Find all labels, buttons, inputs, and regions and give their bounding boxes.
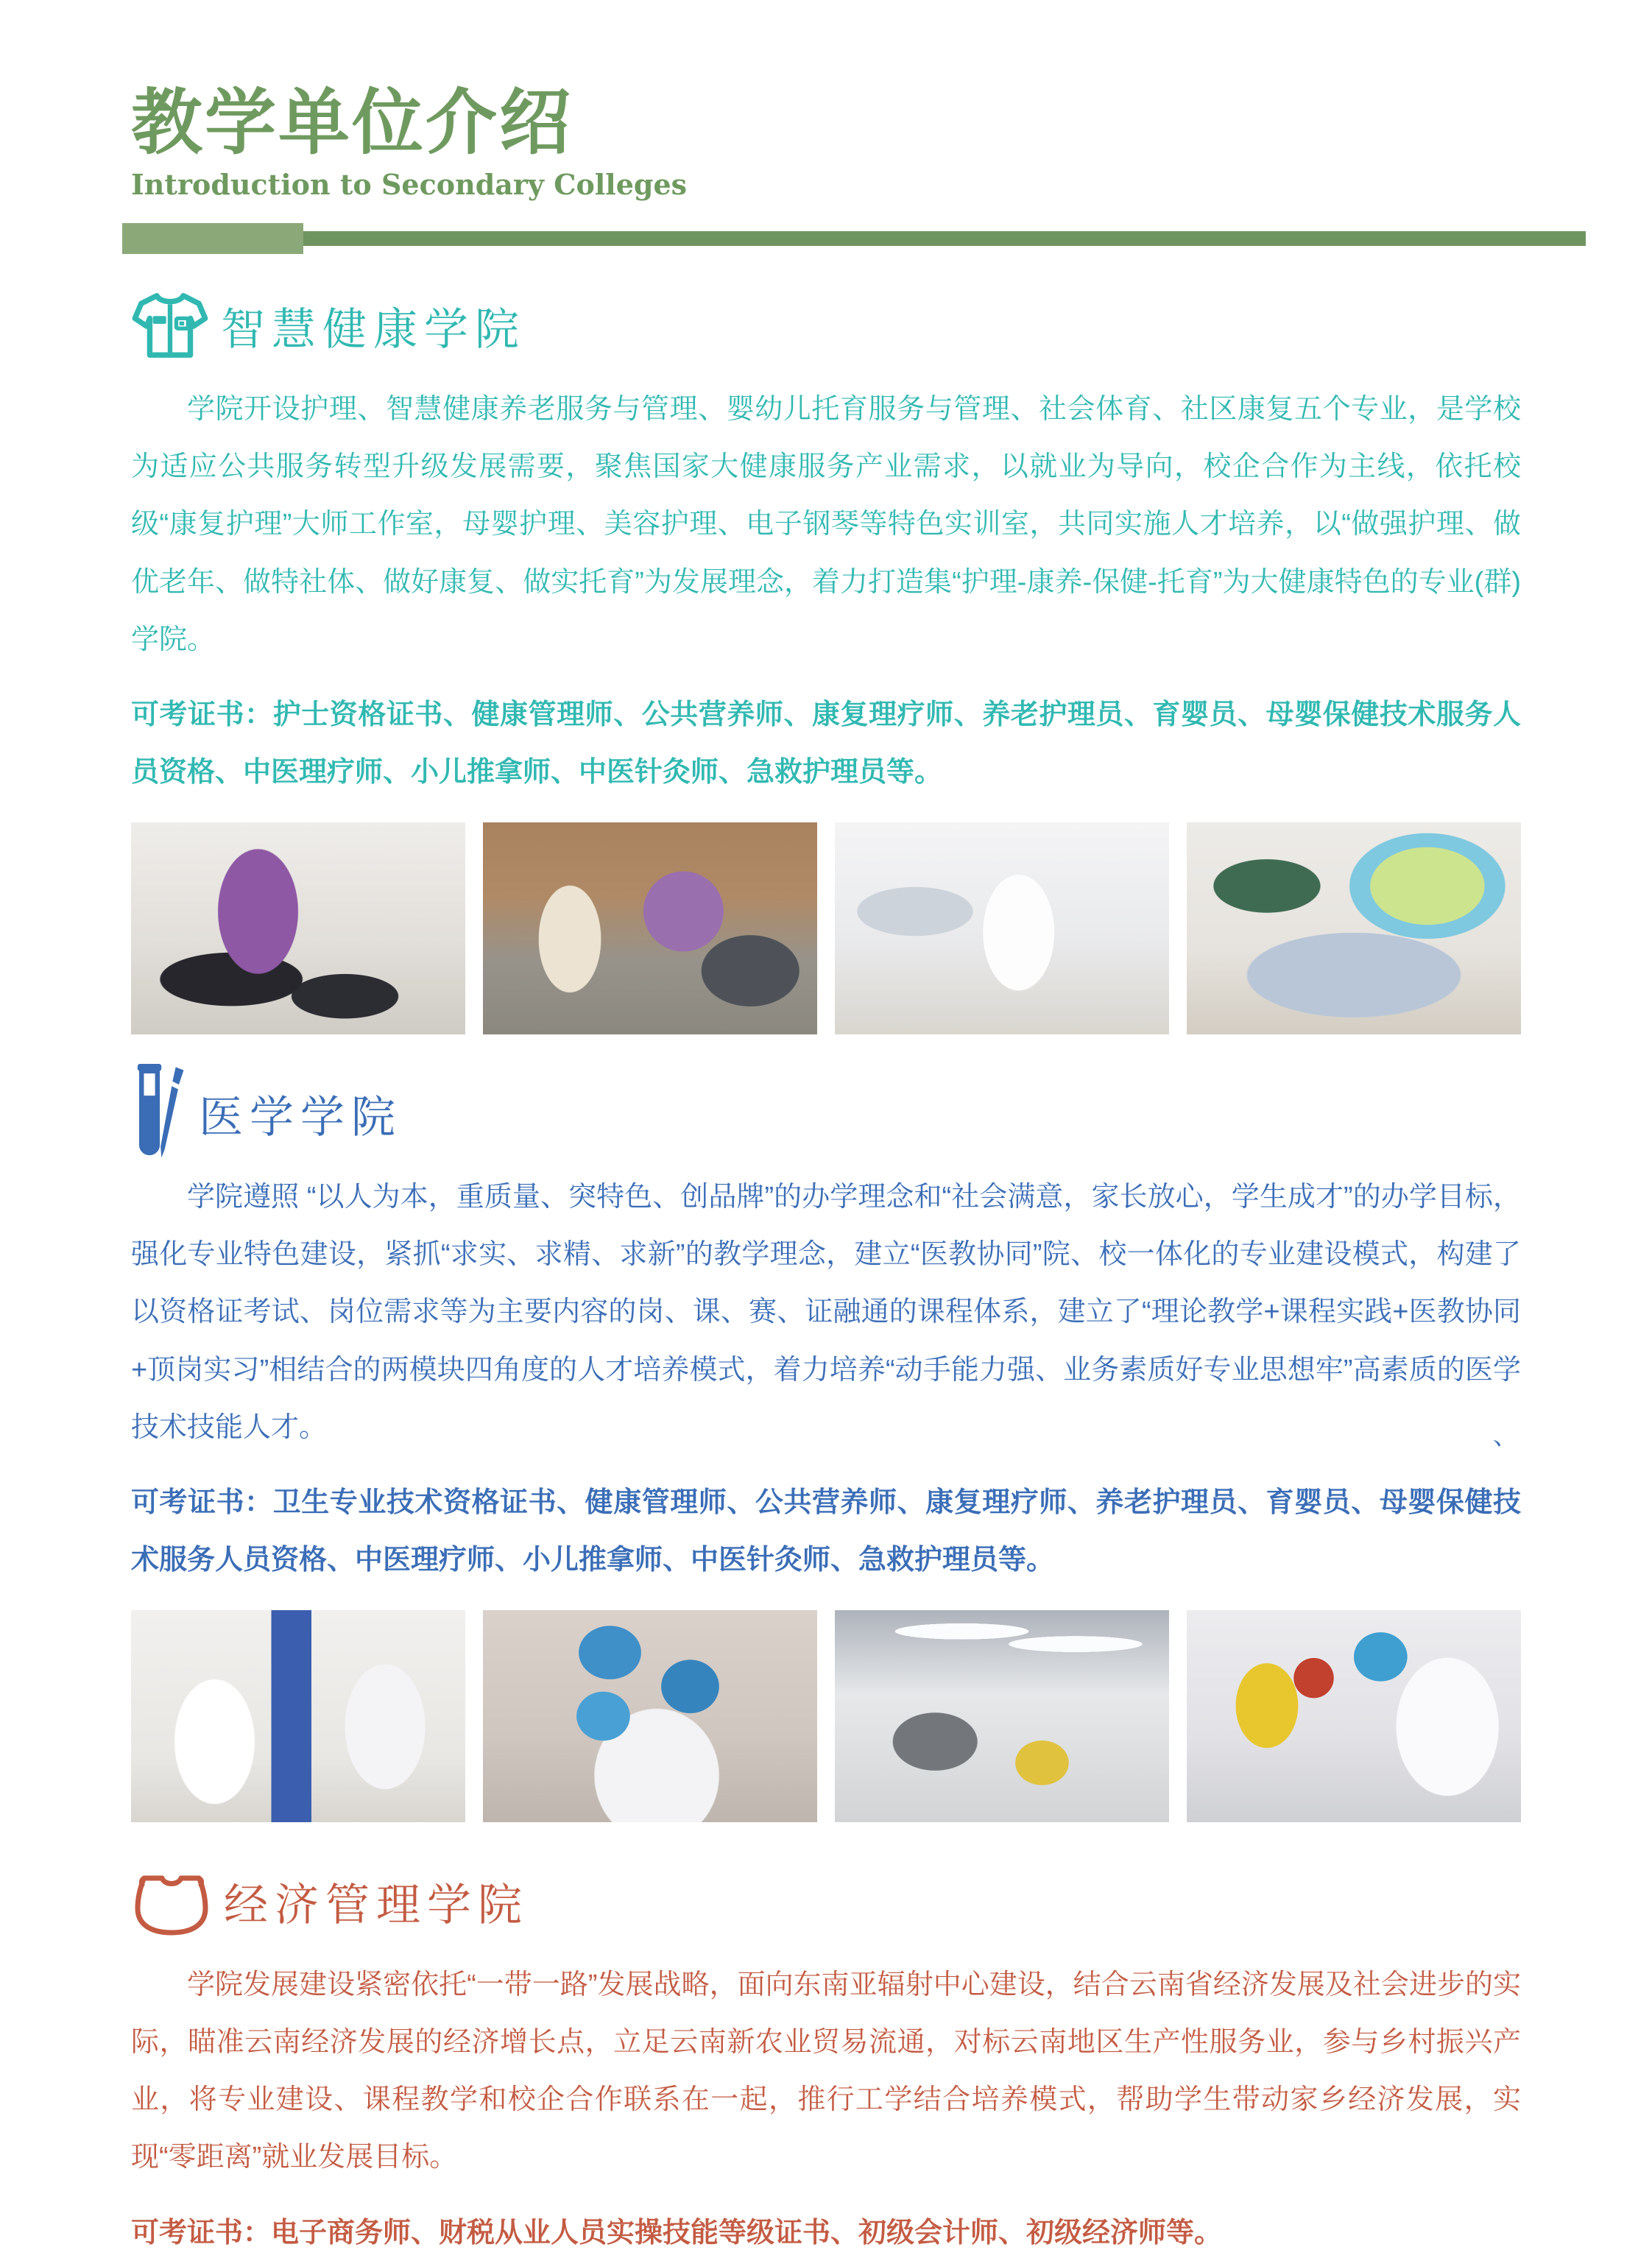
photo-row [131, 1610, 1521, 1822]
section-title: 经济管理学院 [224, 1880, 529, 1930]
page-subtitle: Introduction to Secondary Colleges [131, 167, 688, 201]
section-certificates: 可考证书：卫生专业技术资格证书、健康管理师、公共营养师、康复理疗师、养老护理员、育婴员、母婴保健技术服务人员资格、中医理疗师、小儿推拿师、中医针灸师、急救护理员等。 [131, 1487, 1521, 1576]
photo-group-exercise-classroom [1187, 822, 1521, 1034]
section-paragraph: 学院开设护理、智慧健康养老服务与管理、婴幼儿托育服务与管理、社会体育、社区康复五个专业，是学校为适应公共服务转型升级发展需要，聚焦国家大健康服务产业需求，以就业为导向，校企合作为主线，依托校级“康复护理”大师工作室，母婴护理、美容护理、电子钢琴等特色实训室，共同实施人才培养，以“做强护理、做优老年、做特社体、做好康复、做实托育”为发展理念，着力打造集“护理-康养-保健-托育”为大健康特色的专业(群)学院。 [131, 393, 1521, 655]
section-header [131, 1860, 1521, 1943]
section-title: 智慧健康学院 [221, 304, 526, 354]
photo-community-eldercare-outreach [483, 822, 817, 1034]
photo-nursing-ward-practice [835, 822, 1169, 1034]
test-tube-icon [131, 1064, 187, 1164]
photo-students-surgical-caps-laptop [483, 1610, 817, 1822]
section-economics-management-college [131, 1860, 1521, 2261]
photo-medical-laboratory-room [835, 1610, 1169, 1822]
page-title: 教学单位介绍 [131, 80, 573, 164]
section-title: 医学学院 [199, 1092, 402, 1142]
header-divider [131, 223, 1586, 254]
photo-lab-bench-specimen-practice [1187, 1610, 1521, 1822]
section-smart-health-college [131, 285, 1521, 1034]
section-header [131, 285, 1521, 367]
section-medical-college [131, 1073, 1521, 1822]
section-paragraph: 学院发展建设紧密依托“一带一路”发展战略，面向东南亚辐射中心建设，结合云南省经济发展及社会进步的实际，瞄准云南经济发展的经济增长点，立足云南新农业贸易流通，对标云南地区生产性服务业，参与乡村振兴产业，将专业建设、课程教学和校企合作联系在一起，推行工学结合培养模式，帮助学生带动家乡经济发展，实现“零距离”就业发展目标。 [131, 1969, 1521, 2173]
photo-row [131, 822, 1521, 1034]
divider-block [122, 223, 303, 254]
section-paragraph: 学院遵照 “以人为本，重质量、突特色、创品牌”的办学理念和“社会满意，家长放心，学生成才”的办学目标，强化专业特色建设，紧抓“求实、求精、求新”的教学理念，建立“医教协同”院、校一体化的专业建设模式，构建了以资格证考试、岗位需求等为主要内容的岗、课、赛、证融通的课程体系，建立了“理论教学+课程实践+医教协同+顶岗实习”相结合的两模块四角度的人才培养模式，着力培养“动手能力强、业务素质好专业思想牢”高素质的医学技术技能人才。 [131, 1181, 1521, 1443]
section-certificates: 可考证书：电子商务师、财税从业人员实操技能等级证书、初级会计师、初级经济师等。 [131, 2217, 1223, 2248]
section-header [131, 1073, 1521, 1155]
divider-bar [303, 231, 1586, 246]
shirt-icon [131, 289, 209, 363]
photo-ultrasound-skills-lab [131, 1610, 465, 1822]
photo-rehab-massage-training [131, 822, 465, 1034]
purse-icon [131, 1866, 212, 1938]
section-certificates: 可考证书：护士资格证书、健康管理师、公共营养师、康复理疗师、养老护理员、育婴员、母婴保健技术服务人员资格、中医理疗师、小儿推拿师、中医针灸师、急救护理员等。 [131, 699, 1521, 789]
stray-punctuation-mark: 、 [1493, 1422, 1518, 1451]
